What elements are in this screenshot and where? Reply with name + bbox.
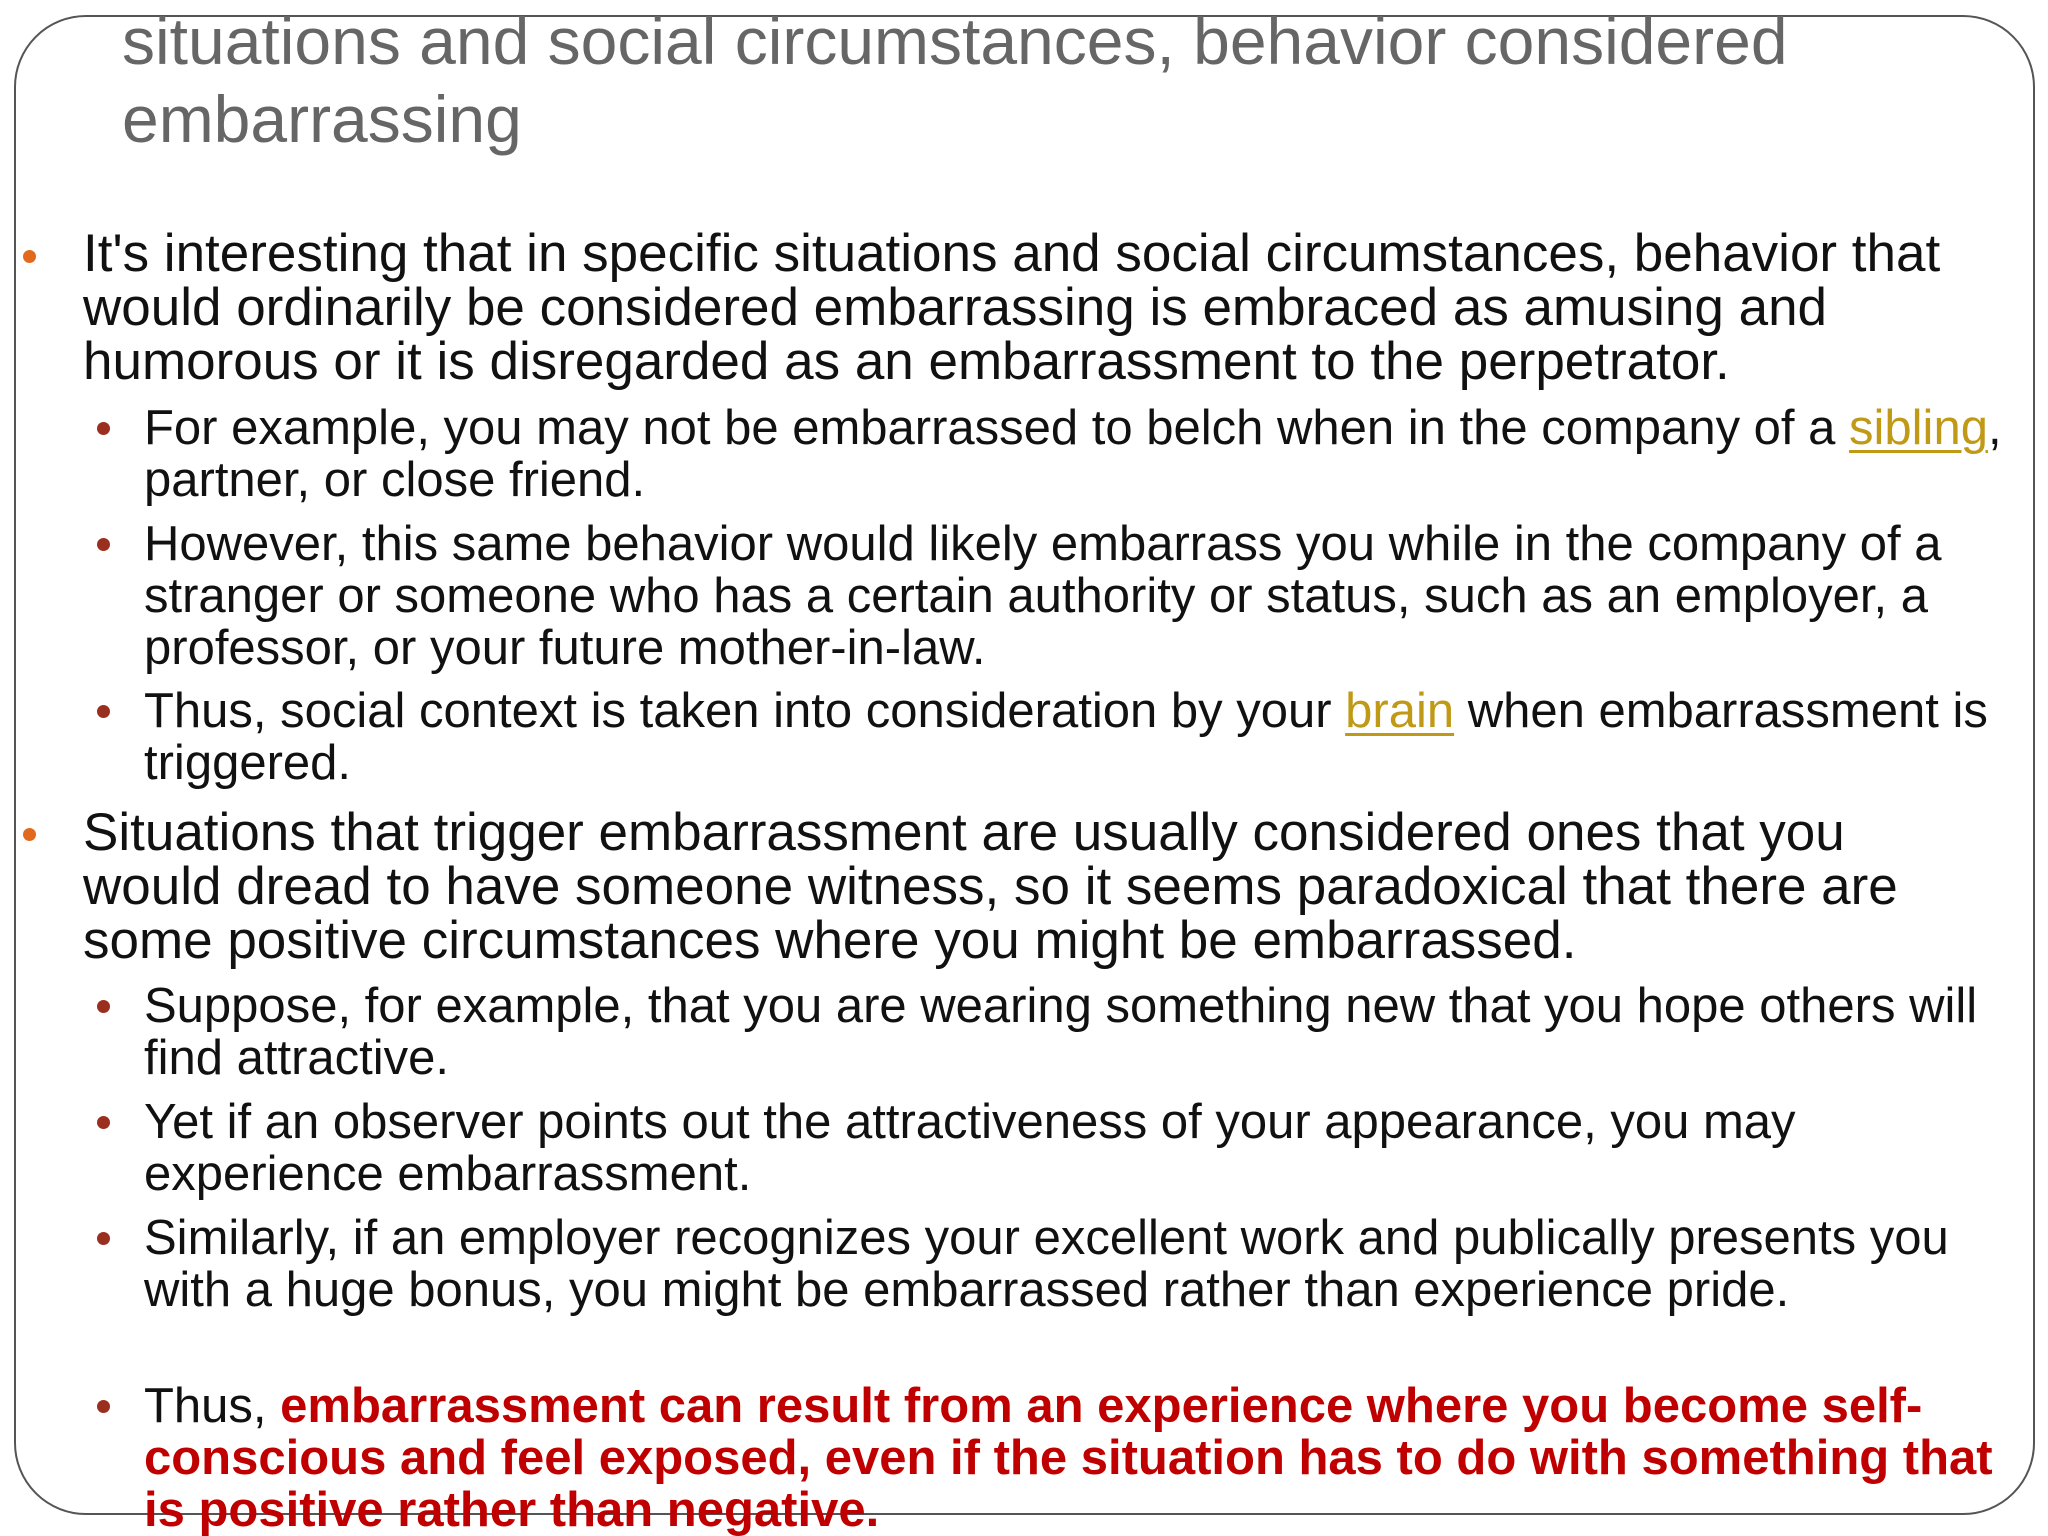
- sub-bullet-text: [144, 1380, 2024, 1536]
- sub-bullet-text: [144, 402, 2024, 506]
- sub-bullet-dot-icon: [97, 538, 110, 551]
- sub-bullet-text: Suppose, for example, that you are wearing something new that you hope others will find attractive.: [144, 979, 1978, 1085]
- sub-bullet-dot-icon: [97, 705, 110, 718]
- bullet-text: It's interesting that in specific situations and social circumstances, behavior that would ordinarily be considered embarrassing is embraced as amusing and humorous or it is disregarded as an embarrassment to the perpetrator.: [83, 224, 1941, 391]
- sub-bullet-text: Similarly, if an employer recognizes your excellent work and publically presents you with a huge bonus, you might be embarrassed rather than experience pride.: [144, 1211, 1949, 1317]
- sub-bullet-text: Yet if an observer points out the attractiveness of your appearance, you may experience embarrassment.: [144, 1095, 1796, 1201]
- sub-bullet-text: However, this same behavior would likely embarrass you while in the company of a stranger or someone who has a certain authority or status, such as an employer, a professor, or your future mother-in-law.: [144, 517, 1942, 675]
- sub-bullet-dot-icon: [97, 1116, 110, 1129]
- sub-bullet-text-segment: , partner, or close friend.: [144, 401, 2002, 507]
- bullet-dot-icon: [23, 828, 36, 841]
- sub-bullet-text-segment: when embarrassment is triggered.: [144, 684, 1988, 790]
- sub-bullet-dot-icon: [97, 1232, 110, 1245]
- slide-title: situations and social circumstances, behavior considered embarrassing: [122, 4, 1788, 156]
- bullet-dot-icon: [23, 250, 36, 263]
- sub-bullet-text: [144, 685, 2024, 789]
- sub-bullet-text-segment: Thus,: [144, 1379, 281, 1433]
- sub-bullet-text-segment: For example, you may not be embarrassed to belch when in the company of a: [144, 401, 1850, 455]
- sub-bullet-text-segment: Thus, social context is taken into consideration by your: [144, 684, 1346, 738]
- brain-link[interactable]: brain: [1345, 684, 1455, 738]
- sub-bullet-dot-icon: [97, 422, 110, 435]
- bullet-text: Situations that trigger embarrassment are usually considered ones that you would dread to have someone witness, so it seems paradoxical that there are some positive circumstances where you might be embarrassed.: [83, 803, 1898, 970]
- sub-bullet-dot-icon: [97, 1000, 110, 1013]
- sub-bullet-dot-icon: [97, 1400, 110, 1413]
- sibling-link[interactable]: sibling: [1849, 401, 1988, 455]
- emphasis-text: embarrassment can result from an experience where you become self-conscious and feel exposed, even if the situation has to do with something that is positive rather than negative.: [144, 1379, 1993, 1536]
